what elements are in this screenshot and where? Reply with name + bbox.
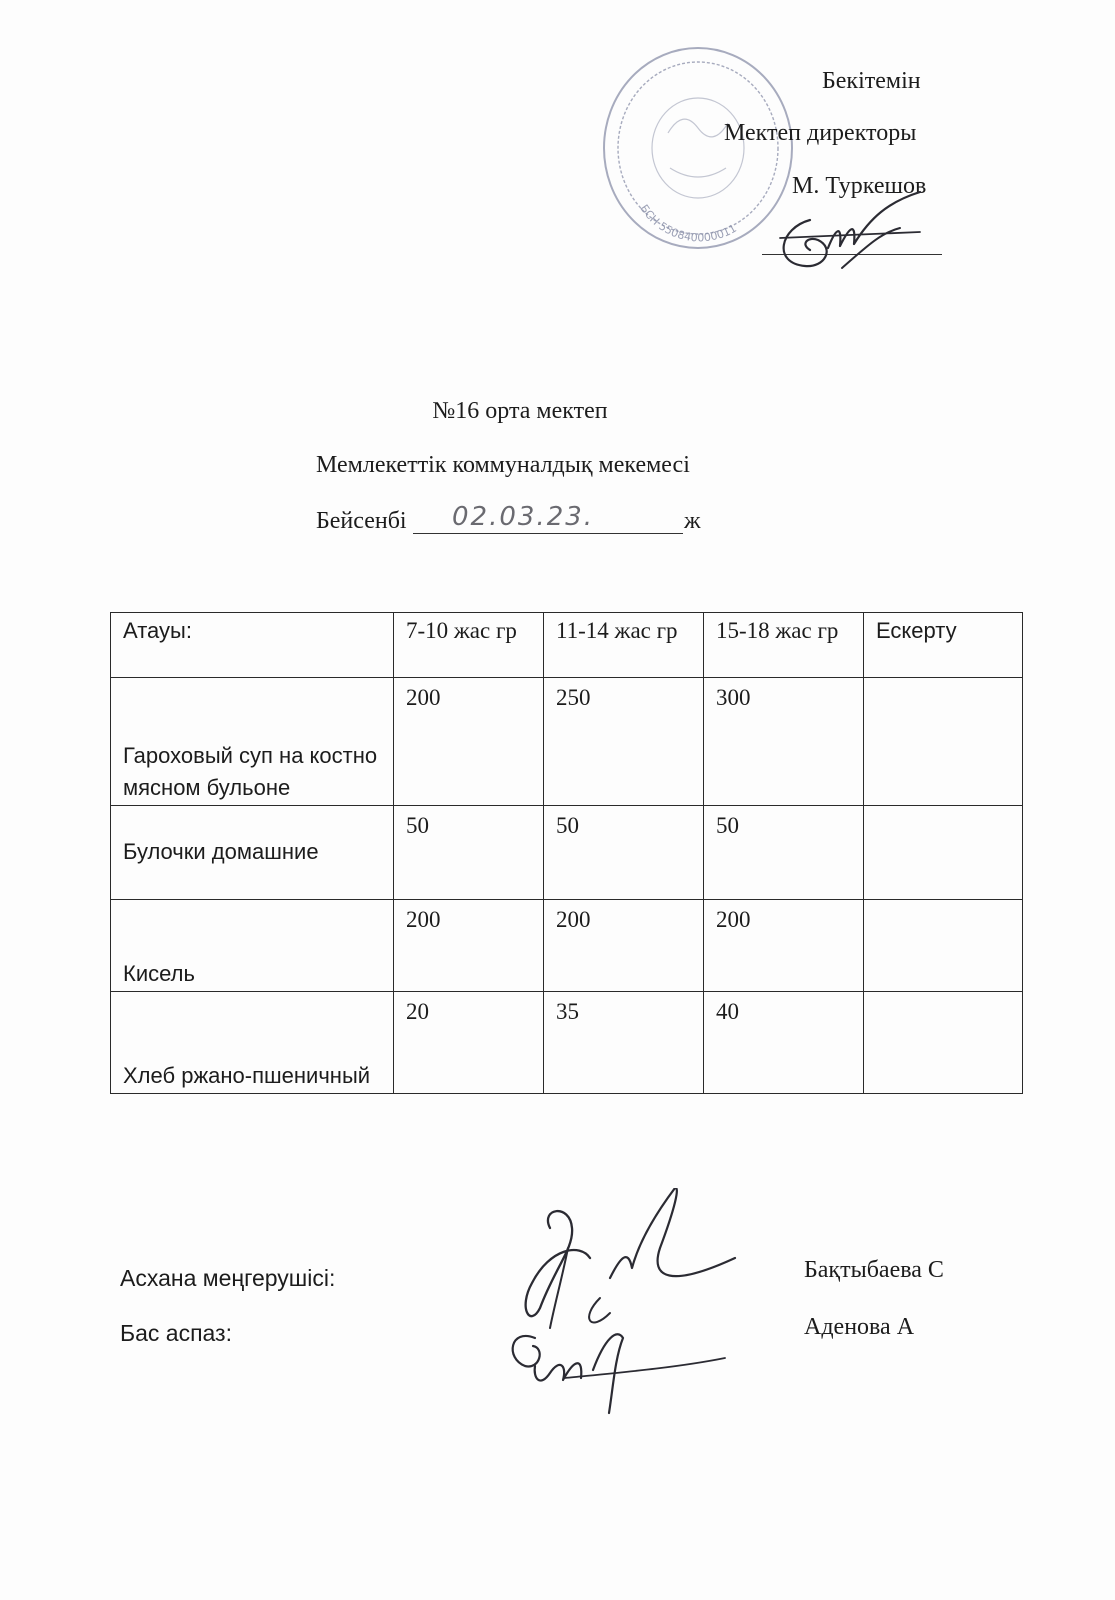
canteen-head-label: Асхана меңгерушісі:	[120, 1265, 336, 1291]
date-underline	[413, 533, 683, 534]
table-row	[111, 992, 1023, 1094]
column-header-age-15-18: 15-18 жас гр	[704, 613, 864, 678]
table-row	[111, 806, 1023, 900]
portion-15-18: 40	[704, 992, 864, 1094]
institution-type: Мемлекеттік коммуналдық мекемесі	[316, 452, 690, 478]
portion-11-14: 35	[544, 992, 704, 1094]
menu-table	[110, 612, 1023, 1094]
approval-position: Мектеп директоры	[724, 120, 917, 146]
portion-15-18: 300	[704, 678, 864, 806]
canteen-head-signature	[510, 1188, 760, 1338]
portion-15-18: 200	[704, 900, 864, 992]
school-name: №16 орта мектеп	[432, 398, 608, 424]
portion-11-14: 250	[544, 678, 704, 806]
note-cell	[864, 678, 1023, 806]
canteen-head-name: Бақтыбаева С	[804, 1257, 944, 1283]
column-header-note: Ескерту	[864, 613, 1023, 678]
column-header-age-7-10: 7-10 жас гр	[394, 613, 544, 678]
approval-title: Бекітемін	[822, 68, 921, 94]
round-stamp	[598, 38, 798, 260]
director-signature	[770, 188, 940, 278]
date-suffix: ж	[684, 508, 701, 534]
dish-name: Кисель	[111, 900, 394, 992]
column-header-age-11-14: 11-14 жас гр	[544, 613, 704, 678]
dish-name: Гароховый суп на костно мясном бульоне	[111, 678, 394, 806]
dish-name	[111, 806, 394, 900]
portion-7-10: 50	[394, 806, 544, 900]
note-cell	[864, 806, 1023, 900]
dish-name-text: Булочки домашние	[123, 839, 319, 864]
handwritten-date: 02.03.23.	[452, 502, 595, 532]
table-row	[111, 678, 1023, 806]
portion-7-10: 200	[394, 678, 544, 806]
table-header-row	[111, 613, 1023, 678]
portion-7-10: 200	[394, 900, 544, 992]
head-chef-signature	[505, 1318, 735, 1418]
dish-name: Хлеб ржано-пшеничный	[111, 992, 394, 1094]
approval-director-name: М. Туркешов	[792, 173, 927, 199]
stamp-code-text: БСН 550840000011	[637, 202, 739, 245]
note-cell	[864, 992, 1023, 1094]
svg-text:БСН 550840000011	[637, 202, 738, 244]
table-row	[111, 900, 1023, 992]
portion-7-10: 20	[394, 992, 544, 1094]
head-chef-name: Аденова А	[804, 1314, 915, 1340]
weekday-label: Бейсенбі	[316, 508, 407, 534]
column-header-name: Атауы:	[111, 613, 394, 678]
note-cell	[864, 900, 1023, 992]
portion-11-14: 50	[544, 806, 704, 900]
portion-11-14: 200	[544, 900, 704, 992]
portion-15-18: 50	[704, 806, 864, 900]
head-chef-label: Бас аспаз:	[120, 1320, 232, 1346]
